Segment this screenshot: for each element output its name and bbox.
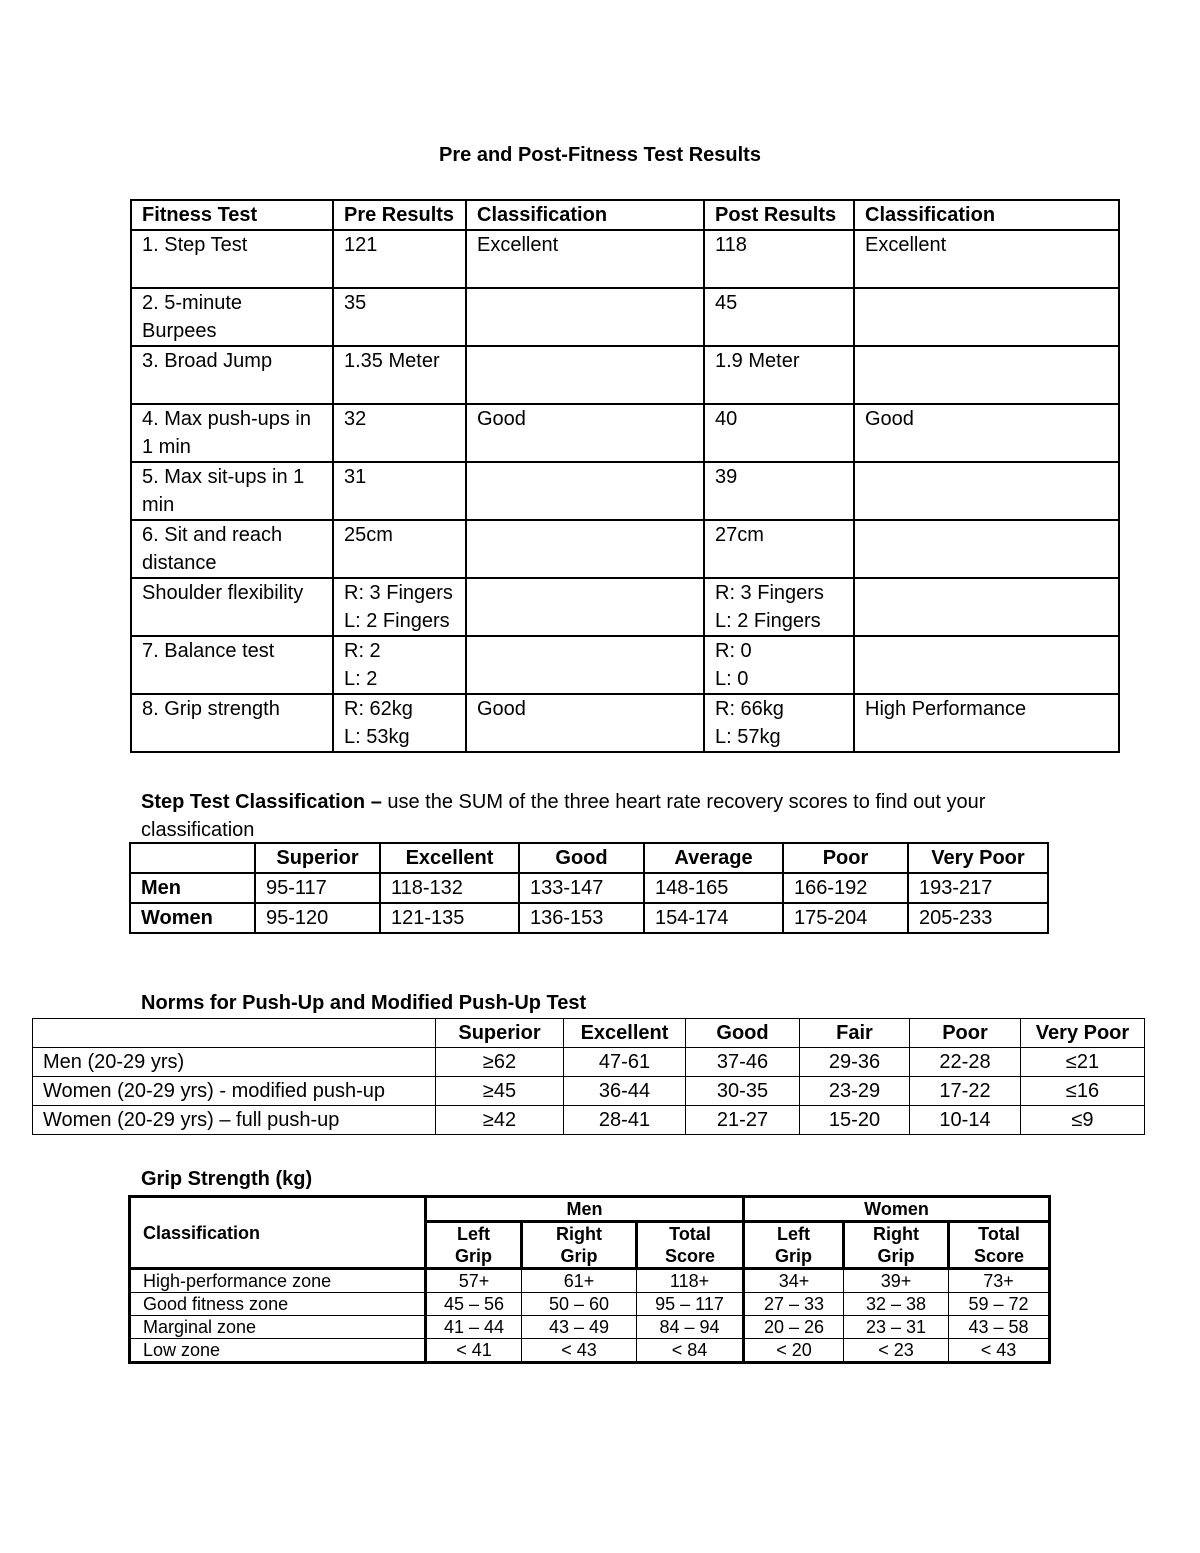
row-label: Women (20-29 yrs) – full push-up — [33, 1106, 436, 1135]
column-header: Fair — [800, 1019, 910, 1048]
table-header-row — [131, 200, 1119, 230]
table-cell: Good — [466, 694, 704, 752]
column-header: Total Score — [949, 1222, 1050, 1269]
table-cell: 31 — [333, 462, 466, 520]
table-cell: < 23 — [844, 1339, 949, 1363]
column-header: Excellent — [380, 843, 519, 873]
table-cell — [466, 520, 704, 578]
table-cell: Good — [854, 404, 1119, 462]
table-row — [130, 1293, 1050, 1316]
table-cell — [854, 346, 1119, 404]
table-row — [131, 520, 1119, 578]
table-cell: 193-217 — [908, 873, 1048, 903]
table-cell: 118 — [704, 230, 854, 288]
fitness-test-name: Shoulder flexibility — [131, 578, 333, 636]
table-cell: 17-22 — [910, 1077, 1021, 1106]
table-cell: 40 — [704, 404, 854, 462]
table-row — [33, 1077, 1145, 1106]
column-header: Poor — [910, 1019, 1021, 1048]
table-cell: 136-153 — [519, 903, 644, 933]
table-cell: Excellent — [854, 230, 1119, 288]
table-cell: 32 – 38 — [844, 1293, 949, 1316]
table-cell: 175-204 — [783, 903, 908, 933]
table-cell — [466, 578, 704, 636]
table-row — [131, 230, 1119, 288]
column-header: Classification — [466, 200, 704, 230]
table-row — [130, 873, 1048, 903]
table-cell: 32 — [333, 404, 466, 462]
table-cell — [854, 578, 1119, 636]
table-row — [131, 578, 1119, 636]
step-test-heading-bold: Step Test Classification – — [141, 791, 382, 813]
table-cell — [854, 288, 1119, 346]
table-cell: 10-14 — [910, 1106, 1021, 1135]
column-header: Pre Results — [333, 200, 466, 230]
table-cell: ≥42 — [436, 1106, 564, 1135]
table-cell: 118+ — [637, 1269, 744, 1293]
table-cell: 27 – 33 — [744, 1293, 844, 1316]
table-cell: 59 – 72 — [949, 1293, 1050, 1316]
table-cell: ≥45 — [436, 1077, 564, 1106]
table-row — [131, 346, 1119, 404]
table-cell: < 41 — [426, 1339, 522, 1363]
column-header: Left Grip — [426, 1222, 522, 1269]
table-cell: 148-165 — [644, 873, 783, 903]
fitness-results-table — [130, 199, 1120, 753]
table-cell: < 20 — [744, 1339, 844, 1363]
table-cell: ≤16 — [1021, 1077, 1145, 1106]
row-label: High-performance zone — [130, 1269, 426, 1293]
column-header: Fitness Test — [131, 200, 333, 230]
table-cell: 43 – 58 — [949, 1316, 1050, 1339]
table-cell: 205-233 — [908, 903, 1048, 933]
table-row — [130, 1339, 1050, 1363]
table-cell: 84 – 94 — [637, 1316, 744, 1339]
table-cell: 39 — [704, 462, 854, 520]
table-cell: R: 3 Fingers L: 2 Fingers — [704, 578, 854, 636]
table-cell: 15-20 — [800, 1106, 910, 1135]
column-header: Poor — [783, 843, 908, 873]
table-cell: 95 – 117 — [637, 1293, 744, 1316]
grip-strength-heading: Grip Strength (kg) — [141, 1168, 313, 1190]
pushup-norms-heading: Norms for Push-Up and Modified Push-Up Test — [141, 992, 587, 1014]
row-label: Men (20-29 yrs) — [33, 1048, 436, 1077]
table-cell: Good — [466, 404, 704, 462]
column-header: Right Grip — [844, 1222, 949, 1269]
table-cell: High Performance — [854, 694, 1119, 752]
row-label: Women (20-29 yrs) - modified push-up — [33, 1077, 436, 1106]
table-cell: 57+ — [426, 1269, 522, 1293]
column-header: Excellent — [564, 1019, 686, 1048]
table-cell: < 84 — [637, 1339, 744, 1363]
table-cell: 25cm — [333, 520, 466, 578]
table-cell — [466, 462, 704, 520]
fitness-test-name: 7. Balance test — [131, 636, 333, 694]
table-cell: R: 2 L: 2 — [333, 636, 466, 694]
table-cell: 95-117 — [255, 873, 380, 903]
table-row — [130, 1316, 1050, 1339]
table-cell: 23 – 31 — [844, 1316, 949, 1339]
table-cell: 95-120 — [255, 903, 380, 933]
table-cell: 1.9 Meter — [704, 346, 854, 404]
table-cell: Excellent — [466, 230, 704, 288]
table-cell: 118-132 — [380, 873, 519, 903]
table-cell: 50 – 60 — [522, 1293, 637, 1316]
table-cell: ≤21 — [1021, 1048, 1145, 1077]
table-cell: 37-46 — [686, 1048, 800, 1077]
table-row — [130, 903, 1048, 933]
table-cell: ≤9 — [1021, 1106, 1145, 1135]
table-cell: < 43 — [949, 1339, 1050, 1363]
step-test-heading — [141, 788, 1061, 844]
fitness-test-name: 2. 5-minute Burpees — [131, 288, 333, 346]
step-test-classification-table — [129, 842, 1049, 934]
table-cell — [854, 462, 1119, 520]
pushup-norms-table — [32, 1018, 1145, 1135]
table-cell: 22-28 — [910, 1048, 1021, 1077]
table-row — [33, 1048, 1145, 1077]
table-cell: R: 66kg L: 57kg — [704, 694, 854, 752]
table-row — [131, 462, 1119, 520]
table-cell: 47-61 — [564, 1048, 686, 1077]
table-cell: 45 — [704, 288, 854, 346]
table-cell: 73+ — [949, 1269, 1050, 1293]
table-cell: 29-36 — [800, 1048, 910, 1077]
row-label: Men — [130, 873, 255, 903]
table-cell: 61+ — [522, 1269, 637, 1293]
column-header: Total Score — [637, 1222, 744, 1269]
grip-group-header-row — [130, 1197, 1050, 1222]
table-cell — [466, 636, 704, 694]
fitness-test-name: 6. Sit and reach distance — [131, 520, 333, 578]
column-header: Superior — [255, 843, 380, 873]
table-cell — [466, 288, 704, 346]
column-header: Good — [686, 1019, 800, 1048]
table-cell: 39+ — [844, 1269, 949, 1293]
column-header: Very Poor — [908, 843, 1048, 873]
row-label: Marginal zone — [130, 1316, 426, 1339]
step-test-heading-text: use the SUM of the three heart rate recovery scores to find out your classification — [141, 791, 986, 841]
page-title: Pre and Post-Fitness Test Results — [439, 144, 761, 166]
table-cell: R: 0 L: 0 — [704, 636, 854, 694]
table-cell: 27cm — [704, 520, 854, 578]
column-header: Average — [644, 843, 783, 873]
table-cell: 133-147 — [519, 873, 644, 903]
grip-women-header: Women — [744, 1197, 1050, 1222]
grip-men-header: Men — [426, 1197, 744, 1222]
table-row — [130, 1269, 1050, 1293]
table-header-row — [130, 843, 1048, 873]
table-cell: 121 — [333, 230, 466, 288]
table-cell: 20 – 26 — [744, 1316, 844, 1339]
table-cell: 23-29 — [800, 1077, 910, 1106]
column-header — [33, 1019, 436, 1048]
fitness-test-name: 1. Step Test — [131, 230, 333, 288]
table-cell — [466, 346, 704, 404]
table-row — [131, 288, 1119, 346]
table-cell: ≥62 — [436, 1048, 564, 1077]
table-cell: 36-44 — [564, 1077, 686, 1106]
table-cell: 28-41 — [564, 1106, 686, 1135]
table-header-row — [33, 1019, 1145, 1048]
table-row — [33, 1106, 1145, 1135]
table-row — [131, 636, 1119, 694]
table-cell — [854, 636, 1119, 694]
table-cell: 35 — [333, 288, 466, 346]
table-cell: 21-27 — [686, 1106, 800, 1135]
fitness-test-name: 3. Broad Jump — [131, 346, 333, 404]
row-label: Women — [130, 903, 255, 933]
table-cell: R: 3 Fingers L: 2 Fingers — [333, 578, 466, 636]
column-header: Classification — [854, 200, 1119, 230]
table-cell: < 43 — [522, 1339, 637, 1363]
grip-strength-table — [128, 1195, 1051, 1364]
column-header: Right Grip — [522, 1222, 637, 1269]
table-cell: R: 62kg L: 53kg — [333, 694, 466, 752]
table-cell: 34+ — [744, 1269, 844, 1293]
row-label: Good fitness zone — [130, 1293, 426, 1316]
table-cell — [854, 520, 1119, 578]
row-label: Low zone — [130, 1339, 426, 1363]
column-header — [130, 843, 255, 873]
fitness-test-name: 8. Grip strength — [131, 694, 333, 752]
table-cell: 30-35 — [686, 1077, 800, 1106]
table-cell: 45 – 56 — [426, 1293, 522, 1316]
grip-classification-header: Classification — [130, 1197, 426, 1269]
column-header: Very Poor — [1021, 1019, 1145, 1048]
fitness-test-name: 5. Max sit-ups in 1 min — [131, 462, 333, 520]
table-cell: 1.35 Meter — [333, 346, 466, 404]
column-header: Left Grip — [744, 1222, 844, 1269]
fitness-test-name: 4. Max push-ups in 1 min — [131, 404, 333, 462]
column-header: Post Results — [704, 200, 854, 230]
table-cell: 41 – 44 — [426, 1316, 522, 1339]
table-cell: 121-135 — [380, 903, 519, 933]
column-header: Good — [519, 843, 644, 873]
table-cell: 43 – 49 — [522, 1316, 637, 1339]
table-row — [131, 694, 1119, 752]
table-cell: 166-192 — [783, 873, 908, 903]
column-header: Superior — [436, 1019, 564, 1048]
table-row — [131, 404, 1119, 462]
table-cell: 154-174 — [644, 903, 783, 933]
